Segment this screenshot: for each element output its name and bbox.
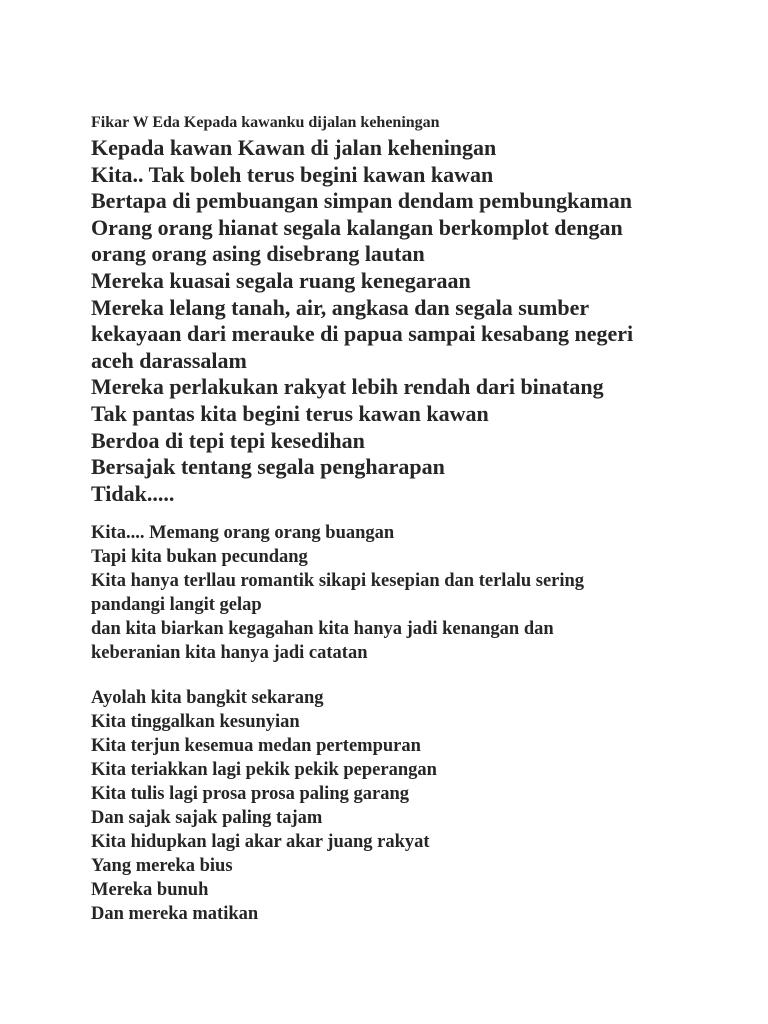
poem-line: Kita teriakkan lagi pekik pekik peperangan bbox=[91, 760, 437, 781]
poem-line: Tak pantas kita begini terus kawan kawan bbox=[91, 400, 489, 426]
poem-line: Tapi kita bukan pecundang bbox=[91, 547, 308, 568]
poem-line: pandangi langit gelap bbox=[91, 595, 262, 616]
poem-line: Kepada kawan Kawan di jalan keheningan bbox=[91, 135, 497, 160]
poem-line: Mereka lelang tanah, air, angkasa dan segala sumber bbox=[91, 294, 590, 320]
poem-line: Bersajak tentang segala pengharapan bbox=[91, 454, 445, 480]
poem-line: keberanian kita hanya jadi catatan bbox=[91, 643, 368, 664]
poem-line: Dan sajak sajak paling tajam bbox=[91, 808, 323, 829]
poem-line: Mereka bunuh bbox=[91, 880, 209, 901]
poem-line: orang orang asing disebrang lautan bbox=[91, 241, 425, 267]
poem-line: Kita hidupkan lagi akar akar juang rakyat bbox=[91, 832, 430, 853]
poem-line: Orang orang hianat segala kalangan berkomplot dengan bbox=[91, 214, 623, 240]
stanza-1 bbox=[91, 135, 751, 507]
poem-line: Dan mereka matikan bbox=[91, 904, 259, 925]
stanza-3 bbox=[91, 686, 751, 926]
poem-line: Yang mereka bius bbox=[91, 856, 233, 877]
poem-line: Ayolah kita bangkit sekarang bbox=[91, 688, 324, 709]
poem-line: Kita.... Memang orang orang buangan bbox=[91, 523, 395, 544]
poem-line: kekayaan dari merauke di papua sampai kesabang negeri bbox=[91, 321, 634, 347]
poem-line: Kita tulis lagi prosa prosa paling garang bbox=[91, 784, 409, 805]
poem-line: Tidak..... bbox=[91, 480, 175, 506]
poem-line: aceh darassalam bbox=[91, 347, 247, 373]
poem-line: Kita terjun kesemua medan pertempuran bbox=[91, 736, 421, 757]
document-page bbox=[91, 113, 751, 926]
poem-line: Mereka kuasai segala ruang kenegaraan bbox=[91, 267, 471, 293]
document-header: Fikar W Eda Kepada kawanku dijalan keheningan bbox=[91, 114, 440, 131]
poem-line: Kita tinggalkan kesunyian bbox=[91, 712, 300, 733]
stanza-2 bbox=[91, 521, 751, 665]
poem-line: dan kita biarkan kegagahan kita hanya jadi kenangan dan bbox=[91, 619, 554, 640]
poem-line: Mereka perlakukan rakyat lebih rendah dari binatang bbox=[91, 374, 604, 400]
poem-line: Bertapa di pembuangan simpan dendam pembungkaman bbox=[91, 188, 632, 214]
poem-line: Berdoa di tepi tepi kesedihan bbox=[91, 427, 365, 453]
poem-line: Kita.. Tak boleh terus begini kawan kawan bbox=[91, 161, 494, 187]
poem-line: Kita hanya terllau romantik sikapi kesepian dan terlalu sering bbox=[91, 571, 585, 592]
